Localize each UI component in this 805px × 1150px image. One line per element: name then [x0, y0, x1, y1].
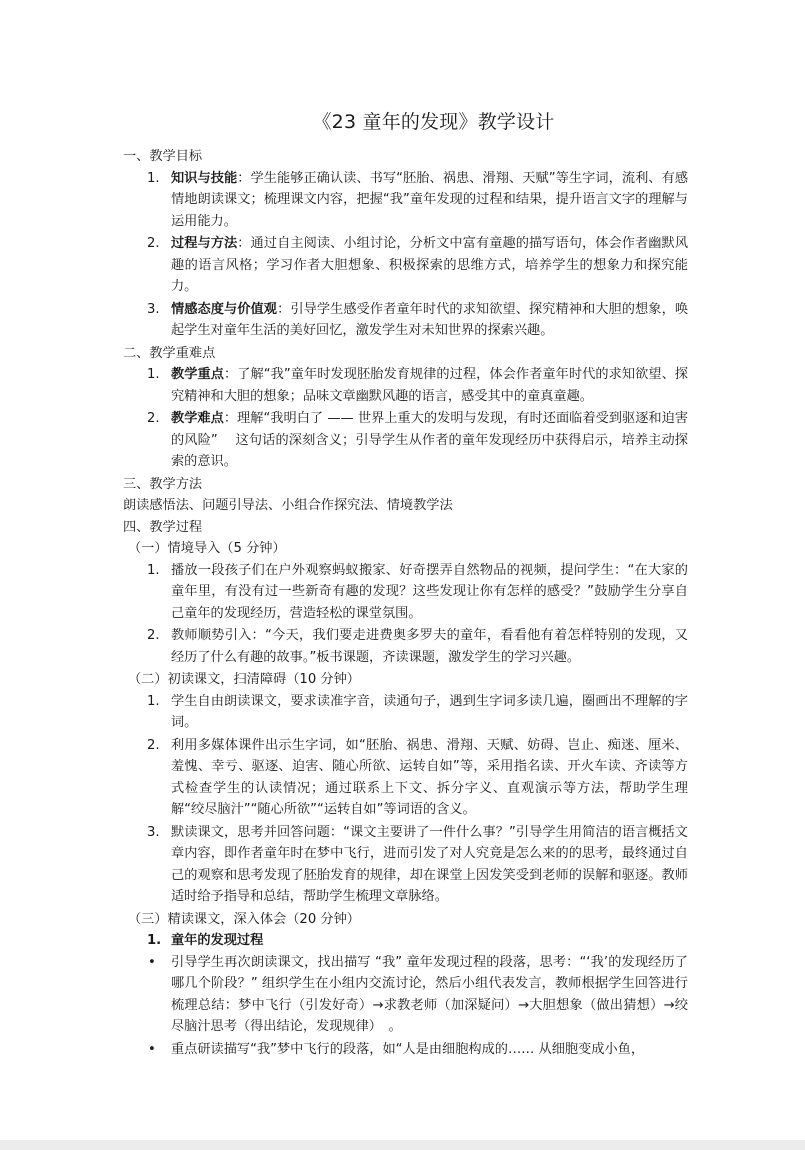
list-item	[123, 735, 688, 821]
subheading-text: 童年的发现过程	[171, 933, 264, 948]
list-item	[123, 691, 688, 734]
list-item	[123, 1039, 688, 1061]
item-text: ：理解“我明白了 —— 世界上重大的发明与发现，有时还面临着受到驱逐和迫害的风险” 这句话的深刻含义；引导学生从作者的童年发现经历中获得启示，培养主动探索的意识。	[171, 411, 689, 469]
item-lead: 知识与技能	[171, 170, 238, 186]
item-lead: 教学难点	[171, 411, 224, 426]
list-number: 2.	[147, 411, 160, 426]
list-number: 1.	[147, 933, 162, 948]
list-number: 2.	[147, 236, 160, 251]
item-text: 教师顺势引入：“今天，我们要走进费奥多罗夫的童年，看看他有着怎样特别的发现，又经历了什么有趣的故事。”板书课题，齐读课题，激发学生的学习兴趣。	[171, 628, 688, 665]
section-goals-heading: 一、教学目标	[123, 149, 203, 164]
list-item	[123, 299, 688, 342]
section-methods-heading: 三、教学方法	[123, 476, 203, 492]
part-2-heading: （二）初读课文，扫清障碍（10 分钟）	[128, 672, 360, 687]
item-text: ：通过自主阅读、小组讨论，分析文中富有童趣的描写语句，体会作者幽默风趣的语言风格；学习作者大胆想象、积极探索的思维方式，培养学生的想象力和探究能力。	[171, 236, 689, 294]
part-1-list	[123, 560, 688, 669]
part-1-heading: （一）情境导入（5 分钟）	[128, 541, 286, 556]
list-item	[123, 625, 688, 668]
item-text: 学生自由朗读课文，要求读准字音，读通句子，遇到生字词多读几遍，圈画出不理解的字词。	[171, 693, 688, 730]
item-lead: 情感态度与价值观	[171, 301, 278, 317]
item-text: ：了解“我”童年时发现胚胎发育规律的过程，体会作者童年时代的求知欲望、探究精神和大胆的想象；品味文章幽默风趣的语言，感受其中的童真童趣。	[171, 367, 688, 404]
list-item	[123, 168, 688, 233]
part-3-heading: （三）精读课文，深入体会（20 分钟）	[128, 911, 360, 927]
list-number: 1.	[147, 367, 160, 382]
item-text: 默读课文，思考并回答问题：“课文主要讲了一件什么事？”引导学生用简洁的语言概括文章内容，即作者童年时在梦中飞行，进而引发了对人究竟是怎么来的的思考，最终通过自己的观察和思考发现了胚胎发育的规律，却在课堂上因发笑受到老师的误解和驱逐。教师适时给予指导和总结，帮助学生梳理文章脉络。	[171, 824, 688, 904]
bullet-symbol: •	[148, 954, 156, 970]
item-text: 引导学生再次朗读课文，找出描写 “我” 童年发现过程的段落，思考：“‘我’的发现经历了哪几个阶段？” 组织学生在小组内交流讨论，然后小组代表发言，教师根据学生回答进行梳理总结：梦中飞行（引发好奇）→求教老师（加深疑问）→大胆想象（做出猜想）→绞尽脑汁思考（得出结论，发现规律） 。	[171, 954, 688, 1034]
list-item	[123, 233, 688, 298]
item-lead: 过程与方法	[171, 236, 238, 251]
item-text: ：学生能够正确认读、书写“胚胎、祸患、滑翔、天赋”等生字词，流利、有感情地朗读课文；梳理课文内容，把握“我”童年发现的过程和结果，提升语言文字的理解与运用能力。	[171, 170, 689, 229]
document-title: 《23 童年的发现》教学设计	[312, 111, 555, 133]
list-number: 1.	[147, 170, 160, 186]
goals-list	[123, 168, 688, 342]
item-text: 利用多媒体课件出示生字词，如“胚胎、祸患、滑翔、天赋、妨碍、岂止、痴迷、厘米、羞愧、幸亏、驱逐、迫害、随心所欲、运转自如”等，采用指名读、开火车读、齐读等方式检查学生的认读情况；通过联系上下文、拆分字义、直观演示等方法，帮助学生理解“绞尽脑汁”“随心所欲”“运转自如”等词语的含义。	[171, 737, 688, 817]
bullet-symbol: •	[148, 1041, 156, 1057]
item-text: 播放一段孩子们在户外观察蚂蚁搬家、好奇摆弄自然物品的视频，提问学生：“在大家的童年里，有没有过一些新奇有趣的发现？这些发现让你有怎样的感受？”鼓励学生分享自己童年的发现经历，营造轻松的课堂氛围。	[171, 562, 688, 621]
section-key-heading: 二、教学重难点	[123, 345, 216, 361]
item-lead: 教学重点	[171, 367, 224, 382]
list-number: 2.	[147, 737, 160, 753]
list-item	[123, 952, 688, 1038]
list-number: 1.	[147, 693, 160, 709]
section-process-heading: 四、教学过程	[123, 519, 203, 535]
part-3-subheading	[123, 930, 688, 952]
list-item	[123, 560, 688, 625]
item-text: 重点研读描写“我”梦中飞行的段落，如“人是由细胞构成的…… 从细胞变成小鱼，	[171, 1041, 645, 1057]
key-list	[123, 364, 688, 473]
list-number: 2.	[147, 628, 160, 643]
list-item	[123, 408, 688, 473]
document-content	[123, 108, 688, 1061]
list-item	[123, 364, 688, 407]
list-item	[123, 822, 688, 908]
list-number: 3.	[147, 824, 160, 840]
list-number: 3.	[147, 301, 160, 317]
item-text: ：引导学生感受作者童年时代的求知欲望、探究精神和大胆的想象，唤起学生对童年生活的美好回忆，激发学生对未知世界的探索兴趣。	[171, 301, 689, 338]
part-2-list	[123, 691, 688, 908]
list-number: 1.	[147, 562, 160, 578]
part-3-bullets	[123, 952, 688, 1061]
methods-text: 朗读感悟法、问题引导法、小组合作探究法、情境教学法	[123, 498, 453, 513]
